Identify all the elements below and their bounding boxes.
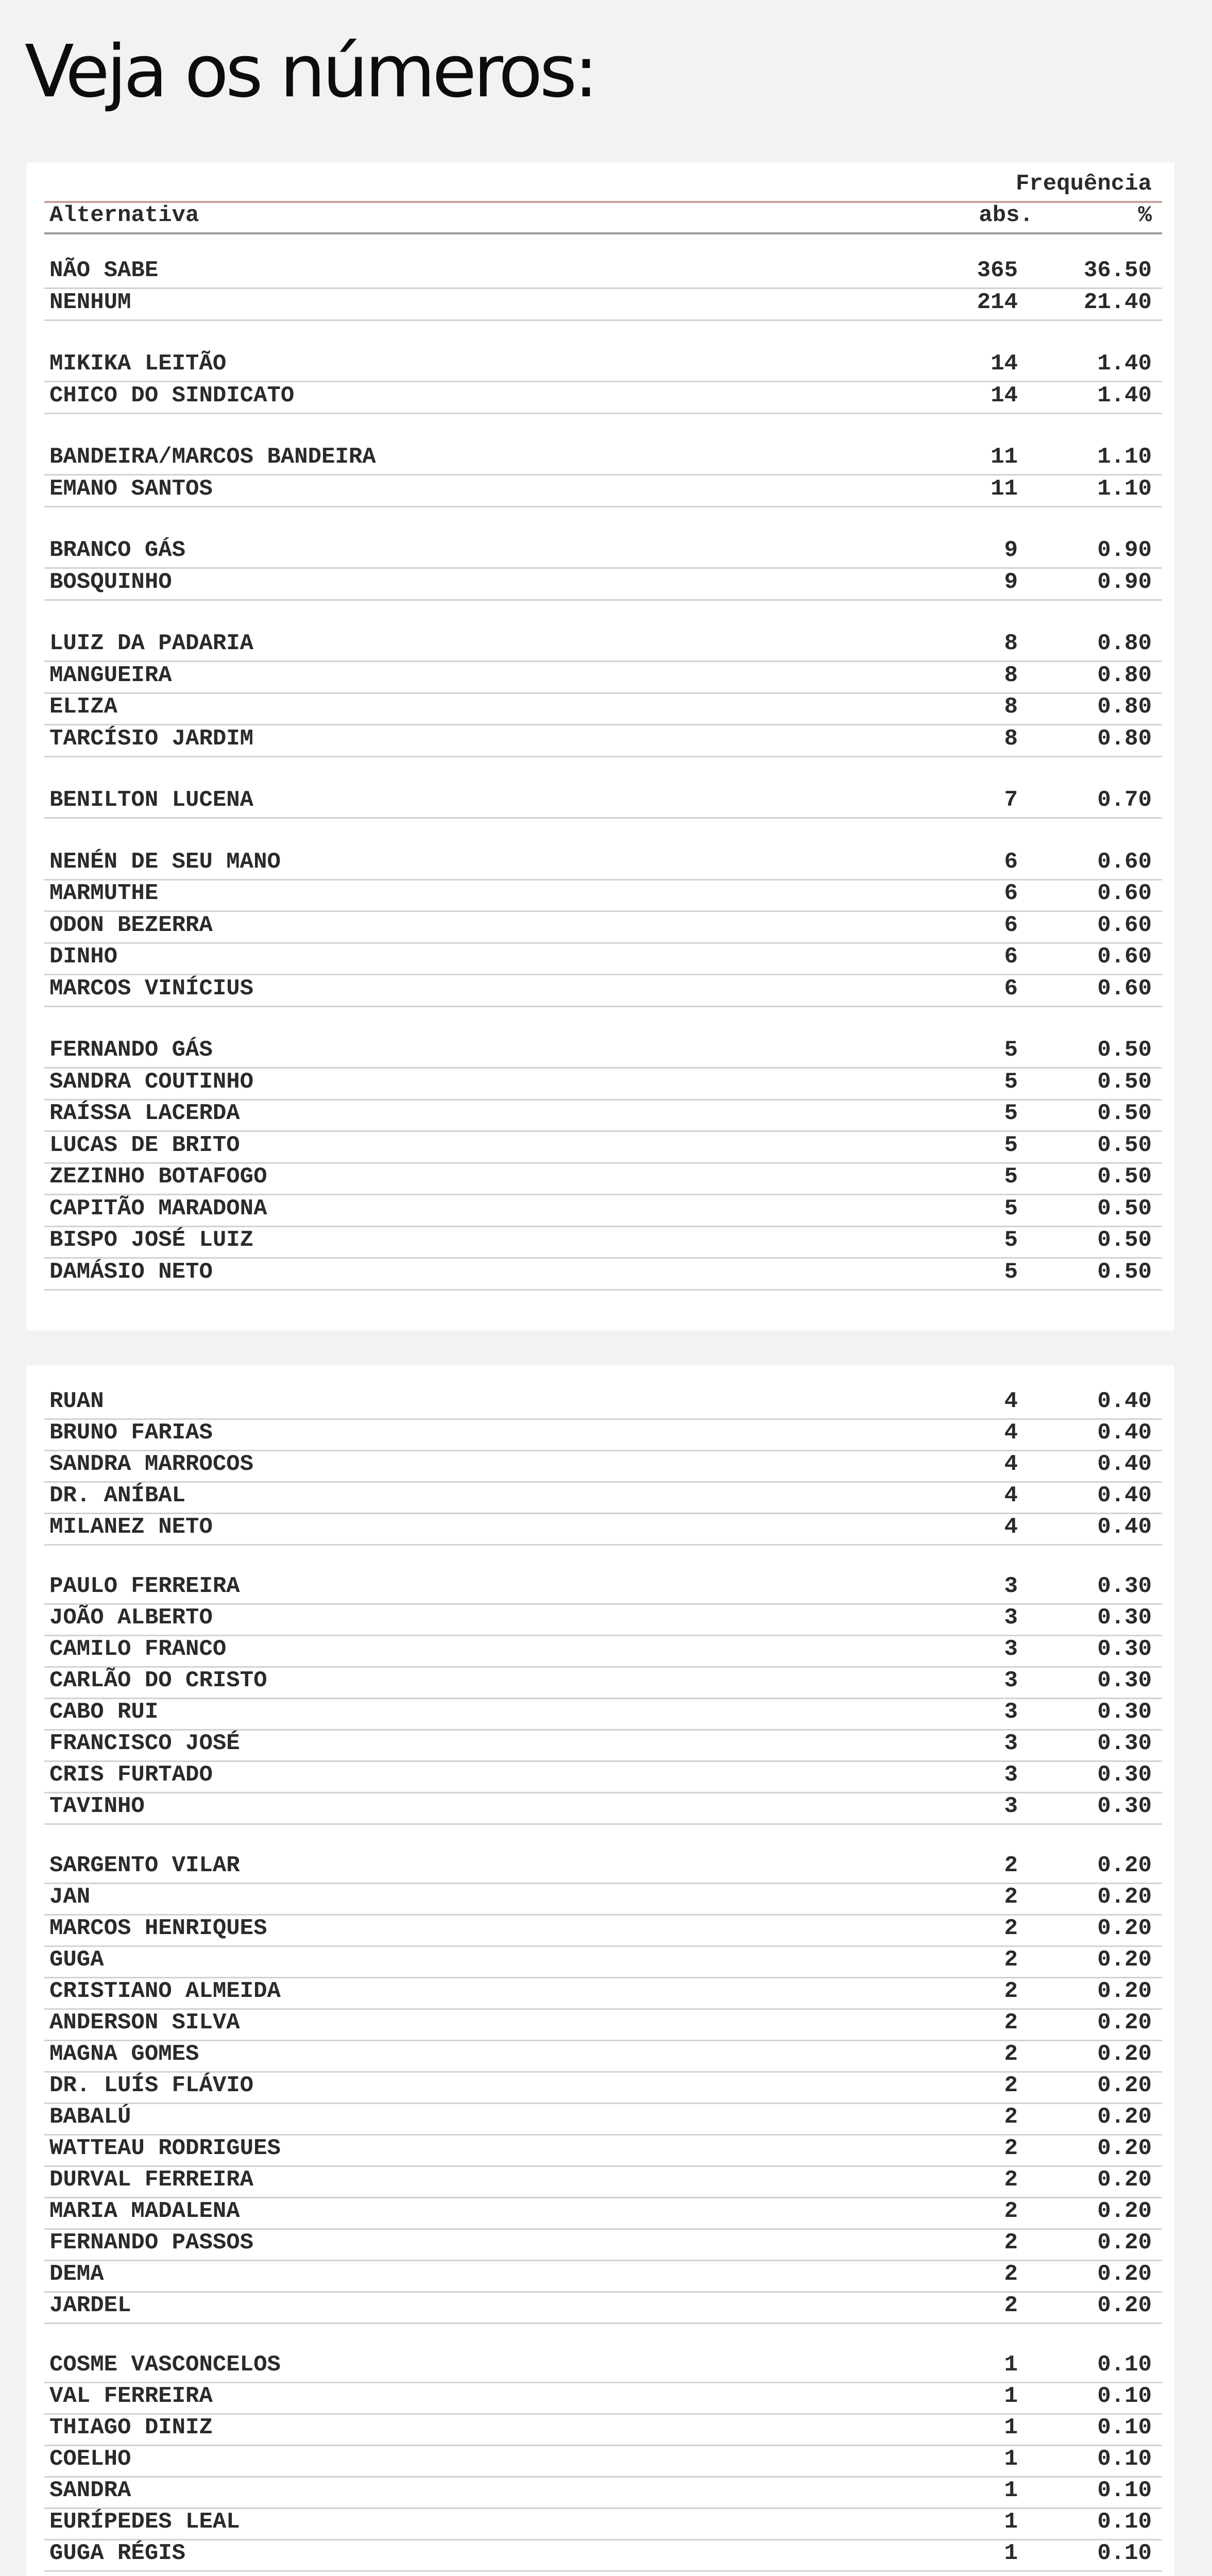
table-row-nenen-de-seu-mano: [44, 849, 1162, 880]
absolute-count: 4: [1004, 1388, 1018, 1414]
table-row-dema: [44, 2261, 1162, 2293]
table-row-sandra-marrocos: [44, 1451, 1162, 1483]
percentage: 0.20: [1097, 1916, 1152, 1941]
percentage: 0.20: [1097, 2104, 1152, 2130]
candidate-name: BENILTON LUCENA: [49, 787, 254, 813]
candidate-name: FERNANDO PASSOS: [49, 2230, 254, 2256]
candidate-name: BISPO JOSÉ LUIZ: [49, 1227, 254, 1253]
table-row-tarcisio-jardim: [44, 726, 1162, 757]
table-row-watteau-rodrigues: [44, 2136, 1162, 2167]
candidate-name: TARCÍSIO JARDIM: [49, 726, 254, 752]
table-row-guga: [44, 1947, 1162, 1978]
percentage: 0.40: [1097, 1483, 1152, 1509]
table-row-tavinho: [44, 1793, 1162, 1825]
absolute-count: 2: [1004, 2073, 1018, 2098]
absolute-count: 2: [1004, 2010, 1018, 2036]
absolute-count: 1: [1004, 2446, 1018, 2472]
percentage: 1.40: [1097, 351, 1152, 377]
absolute-count: 2: [1004, 1916, 1018, 1941]
percentage: 0.10: [1097, 2352, 1152, 2378]
table-row-anderson-silva: [44, 2010, 1162, 2041]
percentage: 1.10: [1097, 476, 1152, 502]
percentage: 0.70: [1097, 787, 1152, 813]
absolute-count: 1: [1004, 2415, 1018, 2441]
table-row-benilton-lucena: [44, 787, 1162, 819]
candidate-name: COSME VASCONCELOS: [49, 2352, 281, 2378]
absolute-count: 14: [991, 351, 1018, 377]
percentage: 0.30: [1097, 1699, 1152, 1725]
table-row-bosquinho: [44, 569, 1162, 601]
candidate-name: CRIS FURTADO: [49, 1762, 213, 1788]
candidate-name: MARCOS HENRIQUES: [49, 1916, 267, 1941]
absolute-count: 7: [1004, 787, 1018, 813]
candidate-name: RAÍSSA LACERDA: [49, 1100, 240, 1126]
candidate-name: CRISTIANO ALMEIDA: [49, 1978, 281, 2004]
percentage: 0.30: [1097, 1668, 1152, 1693]
table-row-guga-regis: [44, 2540, 1162, 2572]
candidate-name: JOÃO ALBERTO: [49, 1605, 213, 1631]
candidate-name: EURÍPEDES LEAL: [49, 2509, 240, 2535]
percentage: 0.10: [1097, 2478, 1152, 2503]
candidate-name: NÃO SABE: [49, 258, 159, 283]
table-row-lucas-de-brito: [44, 1132, 1162, 1164]
candidate-name: ANDERSON SILVA: [49, 2010, 240, 2036]
absolute-count: 2: [1004, 2167, 1018, 2193]
percentage: 0.50: [1097, 1069, 1152, 1095]
absolute-count: 6: [1004, 912, 1018, 938]
absolute-count: 2: [1004, 2261, 1018, 2287]
table-row-francisco-jose: [44, 1731, 1162, 1762]
results-table-part-2: [27, 1365, 1174, 2576]
absolute-count: 9: [1004, 569, 1018, 595]
percentage: 0.50: [1097, 1196, 1152, 1222]
absolute-count: 5: [1004, 1196, 1018, 1222]
absolute-count: 2: [1004, 2230, 1018, 2256]
table-group-header: [44, 172, 1162, 203]
absolute-count: 2: [1004, 2104, 1018, 2130]
absolute-count: 8: [1004, 694, 1018, 720]
percentage: 0.80: [1097, 694, 1152, 720]
percentage: 0.10: [1097, 2446, 1152, 2472]
absolute-count: 365: [977, 258, 1018, 283]
table-row-luiz-da-padaria: [44, 631, 1162, 662]
candidate-name: GUGA RÉGIS: [49, 2540, 186, 2566]
candidate-name: ELIZA: [49, 694, 118, 720]
percentage: 21.40: [1083, 290, 1152, 315]
absolute-count: 6: [1004, 880, 1018, 906]
table-row-marcos-henriques: [44, 1916, 1162, 1947]
absolute-count: 4: [1004, 1420, 1018, 1446]
candidate-name: MIKIKA LEITÃO: [49, 351, 227, 377]
table-row-thiago-diniz: [44, 2415, 1162, 2446]
percentage: 0.10: [1097, 2383, 1152, 2409]
candidate-name: DINHO: [49, 944, 118, 970]
table-row-cabo-rui: [44, 1699, 1162, 1731]
percentage: 0.20: [1097, 1947, 1152, 1973]
absolute-count: 5: [1004, 1259, 1018, 1285]
absolute-count: 5: [1004, 1069, 1018, 1095]
percentage: 0.20: [1097, 2198, 1152, 2224]
candidate-name: EMANO SANTOS: [49, 476, 213, 502]
table-column-header: [44, 203, 1162, 234]
table-row-odon-bezerra: [44, 912, 1162, 944]
candidate-name: GUGA: [49, 1947, 104, 1973]
table-row-jardel: [44, 2293, 1162, 2324]
table-row-magna-gomes: [44, 2041, 1162, 2073]
percentage: 0.40: [1097, 1388, 1152, 1414]
absolute-count: 9: [1004, 537, 1018, 563]
absolute-count: 1: [1004, 2478, 1018, 2503]
table-row-bruno-farias: [44, 1420, 1162, 1451]
column-header-pct: %: [1138, 202, 1152, 228]
candidate-name: COELHO: [49, 2446, 131, 2472]
table-row-mangueira: [44, 663, 1162, 694]
percentage: 36.50: [1083, 258, 1152, 283]
percentage: 0.30: [1097, 1731, 1152, 1756]
absolute-count: 5: [1004, 1164, 1018, 1190]
candidate-name: NENÉN DE SEU MANO: [49, 849, 281, 875]
candidate-name: CAMILO FRANCO: [49, 1636, 227, 1662]
table-row-capitao-maradona: [44, 1196, 1162, 1227]
table-row-euripedes-leal: [44, 2509, 1162, 2540]
candidate-name: LUIZ DA PADARIA: [49, 631, 254, 656]
percentage: 0.60: [1097, 976, 1152, 1002]
percentage: 0.10: [1097, 2415, 1152, 2441]
candidate-name: DURVAL FERREIRA: [49, 2167, 254, 2193]
percentage: 0.30: [1097, 1573, 1152, 1599]
candidate-name: PAULO FERREIRA: [49, 1573, 240, 1599]
table-row-paulo-ferreira: [44, 1573, 1162, 1605]
candidate-name: FERNANDO GÁS: [49, 1037, 213, 1063]
percentage: 0.20: [1097, 2136, 1152, 2161]
candidate-name: VAL FERREIRA: [49, 2383, 213, 2409]
column-header-abs: abs.: [979, 202, 1033, 228]
candidate-name: MARIA MADALENA: [49, 2198, 240, 2224]
percentage: 0.80: [1097, 726, 1152, 752]
candidate-name: SANDRA MARROCOS: [49, 1451, 254, 1477]
table-row-ruan: [44, 1388, 1162, 1420]
percentage: 1.40: [1097, 383, 1152, 409]
candidate-name: JARDEL: [49, 2293, 131, 2318]
absolute-count: 2: [1004, 2198, 1018, 2224]
absolute-count: 3: [1004, 1668, 1018, 1693]
candidate-name: BABALÚ: [49, 2104, 131, 2130]
absolute-count: 11: [991, 476, 1018, 502]
candidate-name: CABO RUI: [49, 1699, 159, 1725]
percentage: 0.60: [1097, 912, 1152, 938]
candidate-name: DR. ANÍBAL: [49, 1483, 186, 1509]
table-row-jan: [44, 1884, 1162, 1916]
percentage: 0.50: [1097, 1037, 1152, 1063]
candidate-name: MARCOS VINÍCIUS: [49, 976, 254, 1002]
candidate-name: CARLÃO DO CRISTO: [49, 1668, 267, 1693]
table-row-dr-luis-flavio: [44, 2073, 1162, 2104]
absolute-count: 1: [1004, 2383, 1018, 2409]
candidate-name: SANDRA COUTINHO: [49, 1069, 254, 1095]
table-row-damasio-neto: [44, 1259, 1162, 1291]
candidate-name: BOSQUINHO: [49, 569, 172, 595]
candidate-name: WATTEAU RODRIGUES: [49, 2136, 281, 2161]
percentage: 0.30: [1097, 1793, 1152, 1819]
table-row-durval-ferreira: [44, 2167, 1162, 2198]
percentage: 0.20: [1097, 2073, 1152, 2098]
table-row-coelho: [44, 2446, 1162, 2478]
percentage: 0.90: [1097, 569, 1152, 595]
candidate-name: THIAGO DINIZ: [49, 2415, 213, 2441]
percentage: 0.80: [1097, 631, 1152, 656]
percentage: 0.20: [1097, 2167, 1152, 2193]
table-row-mikika-leitao: [44, 351, 1162, 382]
candidate-name: DAMÁSIO NETO: [49, 1259, 213, 1285]
candidate-name: MANGUEIRA: [49, 663, 172, 688]
percentage: 0.90: [1097, 537, 1152, 563]
table-row-branco-gas: [44, 537, 1162, 569]
absolute-count: 2: [1004, 2041, 1018, 2067]
percentage: 0.30: [1097, 1636, 1152, 1662]
frequency-group-label: Frequência: [1015, 171, 1152, 197]
table-row-sandra: [44, 2478, 1162, 2509]
candidate-name: JAN: [49, 1884, 91, 1910]
table-row-marmuthe: [44, 880, 1162, 912]
absolute-count: 14: [991, 383, 1018, 409]
absolute-count: 2: [1004, 2293, 1018, 2318]
absolute-count: 4: [1004, 1451, 1018, 1477]
table-row-sargento-vilar: [44, 1853, 1162, 1884]
table-row-eliza: [44, 694, 1162, 725]
candidate-name: ODON BEZERRA: [49, 912, 213, 938]
percentage: 0.40: [1097, 1451, 1152, 1477]
percentage: 0.30: [1097, 1605, 1152, 1631]
absolute-count: 3: [1004, 1605, 1018, 1631]
table-row-zezinho-botafogo: [44, 1164, 1162, 1195]
candidate-name: DEMA: [49, 2261, 104, 2287]
percentage: 0.40: [1097, 1514, 1152, 1540]
absolute-count: 6: [1004, 849, 1018, 875]
absolute-count: 8: [1004, 631, 1018, 656]
absolute-count: 1: [1004, 2509, 1018, 2535]
percentage: 0.80: [1097, 663, 1152, 688]
table-row-sandra-coutinho: [44, 1069, 1162, 1100]
candidate-name: NENHUM: [49, 290, 131, 315]
percentage: 0.50: [1097, 1132, 1152, 1158]
percentage: 0.50: [1097, 1259, 1152, 1285]
absolute-count: 4: [1004, 1483, 1018, 1509]
table-row-cris-furtado: [44, 1762, 1162, 1793]
table-row-fernando-passos: [44, 2230, 1162, 2261]
table-row-joao-alberto: [44, 1605, 1162, 1636]
table-row-bispo-jose-luiz: [44, 1227, 1162, 1259]
table-row-dinho: [44, 944, 1162, 975]
percentage: 1.10: [1097, 444, 1152, 470]
candidate-name: TAVINHO: [49, 1793, 145, 1819]
absolute-count: 2: [1004, 2136, 1018, 2161]
absolute-count: 2: [1004, 1884, 1018, 1910]
absolute-count: 6: [1004, 976, 1018, 1002]
absolute-count: 8: [1004, 726, 1018, 752]
percentage: 0.60: [1097, 944, 1152, 970]
column-header-alternativa: Alternativa: [49, 202, 199, 228]
table-row-fernando-gas: [44, 1037, 1162, 1069]
percentage: 0.10: [1097, 2509, 1152, 2535]
table-row-maria-madalena: [44, 2198, 1162, 2230]
absolute-count: 11: [991, 444, 1018, 470]
absolute-count: 1: [1004, 2540, 1018, 2566]
candidate-name: SARGENTO VILAR: [49, 1853, 240, 1878]
percentage: 0.20: [1097, 1884, 1152, 1910]
table-row-emano-santos: [44, 476, 1162, 507]
table-row-raissa-lacerda: [44, 1100, 1162, 1132]
absolute-count: 214: [977, 290, 1018, 315]
table-row-cosme-vasconcelos: [44, 2352, 1162, 2383]
absolute-count: 2: [1004, 1978, 1018, 2004]
absolute-count: 3: [1004, 1731, 1018, 1756]
percentage: 0.40: [1097, 1420, 1152, 1446]
percentage: 0.20: [1097, 2010, 1152, 2036]
table-row-milanez-neto: [44, 1514, 1162, 1546]
candidate-name: ZEZINHO BOTAFOGO: [49, 1164, 267, 1190]
candidate-name: CAPITÃO MARADONA: [49, 1196, 267, 1222]
table-row-camilo-franco: [44, 1636, 1162, 1668]
candidate-name: DR. LUÍS FLÁVIO: [49, 2073, 254, 2098]
percentage: 0.20: [1097, 2041, 1152, 2067]
absolute-count: 3: [1004, 1636, 1018, 1662]
percentage: 0.20: [1097, 2230, 1152, 2256]
absolute-count: 3: [1004, 1573, 1018, 1599]
percentage: 0.50: [1097, 1227, 1152, 1253]
table-row-marcos-vinicius: [44, 976, 1162, 1007]
candidate-name: SANDRA: [49, 2478, 131, 2503]
candidate-name: LUCAS DE BRITO: [49, 1132, 240, 1158]
percentage: 0.20: [1097, 2261, 1152, 2287]
percentage: 0.30: [1097, 1762, 1152, 1788]
candidate-name: BRUNO FARIAS: [49, 1420, 213, 1446]
candidate-name: BRANCO GÁS: [49, 537, 186, 563]
table-row-bandeira-marcos-bandeira: [44, 444, 1162, 476]
percentage: 0.20: [1097, 1978, 1152, 2004]
table-row-babalu: [44, 2104, 1162, 2136]
percentage: 0.20: [1097, 1853, 1152, 1878]
table-row-dr-anibal: [44, 1483, 1162, 1514]
absolute-count: 6: [1004, 944, 1018, 970]
percentage: 0.10: [1097, 2540, 1152, 2566]
table-row-nao-sabe: [44, 258, 1162, 289]
percentage: 0.60: [1097, 849, 1152, 875]
absolute-count: 5: [1004, 1227, 1018, 1253]
candidate-name: BANDEIRA/MARCOS BANDEIRA: [49, 444, 376, 470]
results-table-part-1: [27, 162, 1174, 1330]
table-row-chico-do-sindicato: [44, 383, 1162, 414]
table-row-val-ferreira: [44, 2383, 1162, 2415]
absolute-count: 1: [1004, 2352, 1018, 2378]
candidate-name: CHICO DO SINDICATO: [49, 383, 295, 409]
absolute-count: 5: [1004, 1100, 1018, 1126]
percentage: 0.50: [1097, 1100, 1152, 1126]
percentage: 0.50: [1097, 1164, 1152, 1190]
candidate-name: MARMUTHE: [49, 880, 159, 906]
absolute-count: 2: [1004, 1947, 1018, 1973]
absolute-count: 3: [1004, 1793, 1018, 1819]
absolute-count: 3: [1004, 1762, 1018, 1788]
absolute-count: 2: [1004, 1853, 1018, 1878]
table-row-nenhum: [44, 290, 1162, 321]
table-row-cristiano-almeida: [44, 1978, 1162, 2010]
absolute-count: 4: [1004, 1514, 1018, 1540]
candidate-name: MILANEZ NETO: [49, 1514, 213, 1540]
absolute-count: 5: [1004, 1132, 1018, 1158]
table-row-carlao-do-cristo: [44, 1668, 1162, 1699]
candidate-name: FRANCISCO JOSÉ: [49, 1731, 240, 1756]
candidate-name: MAGNA GOMES: [49, 2041, 199, 2067]
percentage: 0.60: [1097, 880, 1152, 906]
page-title: Veja os números:: [25, 30, 595, 114]
absolute-count: 3: [1004, 1699, 1018, 1725]
candidate-name: RUAN: [49, 1388, 104, 1414]
absolute-count: 5: [1004, 1037, 1018, 1063]
percentage: 0.20: [1097, 2293, 1152, 2318]
absolute-count: 8: [1004, 663, 1018, 688]
